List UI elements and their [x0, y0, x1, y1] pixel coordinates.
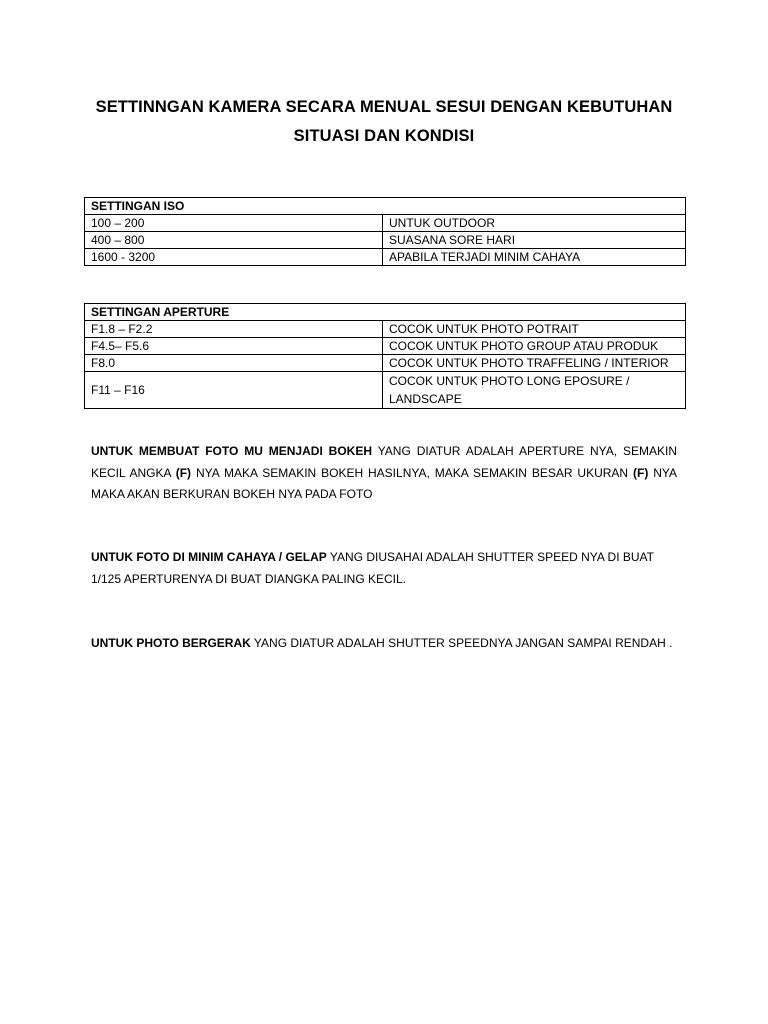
iso-value-cell: 1600 - 3200 — [85, 249, 383, 266]
document-title-line-1: SETTINNGAN KAMERA SECARA MENUAL SESUI DENGAN KEBUTUHAN — [95, 98, 673, 116]
bokeh-text-b: NYA MAKA SEMAKIN BOKEH HASILNYA, MAKA SEMAKIN BESAR UKURAN — [191, 465, 633, 480]
aperture-value-cell: F1.8 – F2.2 — [85, 321, 383, 338]
low-light-lead: UNTUK FOTO DI MINIM CAHAYA / GELAP — [91, 550, 327, 564]
iso-desc-cell: APABILA TERJADI MINIM CAHAYA — [383, 249, 686, 266]
table-row — [85, 232, 686, 249]
motion-paragraph — [91, 633, 677, 655]
document-title-line-2: SITUASI DAN KONDISI — [293, 127, 475, 145]
aperture-desc-cell: COCOK UNTUK PHOTO TRAFFELING / INTERIOR — [383, 355, 686, 372]
bokeh-lead: UNTUK MEMBUAT FOTO MU MENJADI BOKEH — [91, 444, 373, 458]
table-row — [85, 372, 686, 409]
iso-desc-cell: UNTUK OUTDOOR — [383, 215, 686, 232]
aperture-desc-cell: COCOK UNTUK PHOTO POTRAIT — [383, 321, 686, 338]
low-light-paragraph — [91, 547, 677, 590]
f-number-bold: (F) — [175, 465, 192, 480]
iso-desc-cell: SUASANA SORE HARI — [383, 232, 686, 249]
iso-settings-table — [84, 197, 686, 266]
aperture-desc-cell: COCOK UNTUK PHOTO GROUP ATAU PRODUK — [383, 338, 686, 355]
table-row — [85, 215, 686, 232]
aperture-value-cell: F8.0 — [85, 355, 383, 372]
aperture-desc-cell: COCOK UNTUK PHOTO LONG EPOSURE / LANDSCAPE — [383, 372, 686, 409]
iso-value-cell: 100 – 200 — [85, 215, 383, 232]
low-light-text: YANG DIUSAHAI ADALAH SHUTTER SPEED NYA DI BUAT 1/125 APERTURENYA DI BUAT DIANGKA PALING KECIL. — [91, 550, 654, 586]
table-row — [85, 249, 686, 266]
motion-lead: UNTUK PHOTO BERGERAK — [91, 636, 251, 650]
aperture-value-cell: F11 – F16 — [85, 372, 383, 409]
bokeh-paragraph — [91, 441, 677, 506]
table-header-row — [85, 198, 686, 215]
aperture-settings-table — [84, 303, 686, 409]
table-row — [85, 321, 686, 338]
aperture-value-cell: F4.5– F5.6 — [85, 338, 383, 355]
iso-value-cell: 400 – 800 — [85, 232, 383, 249]
iso-table-header: SETTINGAN ISO — [85, 198, 686, 215]
aperture-table-header: SETTINGAN APERTURE — [85, 304, 686, 321]
table-row — [85, 338, 686, 355]
f-number-bold: (F) — [633, 465, 649, 480]
motion-text: YANG DIATUR ADALAH SHUTTER SPEEDNYA JANGAN SAMPAI RENDAH . — [250, 636, 673, 650]
bokeh-text-c: NYA MAKA AKAN BERKURAN BOKEH NYA PADA FOTO — [91, 465, 678, 501]
table-row — [85, 355, 686, 372]
table-header-row — [85, 304, 686, 321]
bokeh-text-a: YANG DIATUR ADALAH APERTURE NYA, SEMAKIN KECIL ANGKA — [91, 444, 677, 480]
